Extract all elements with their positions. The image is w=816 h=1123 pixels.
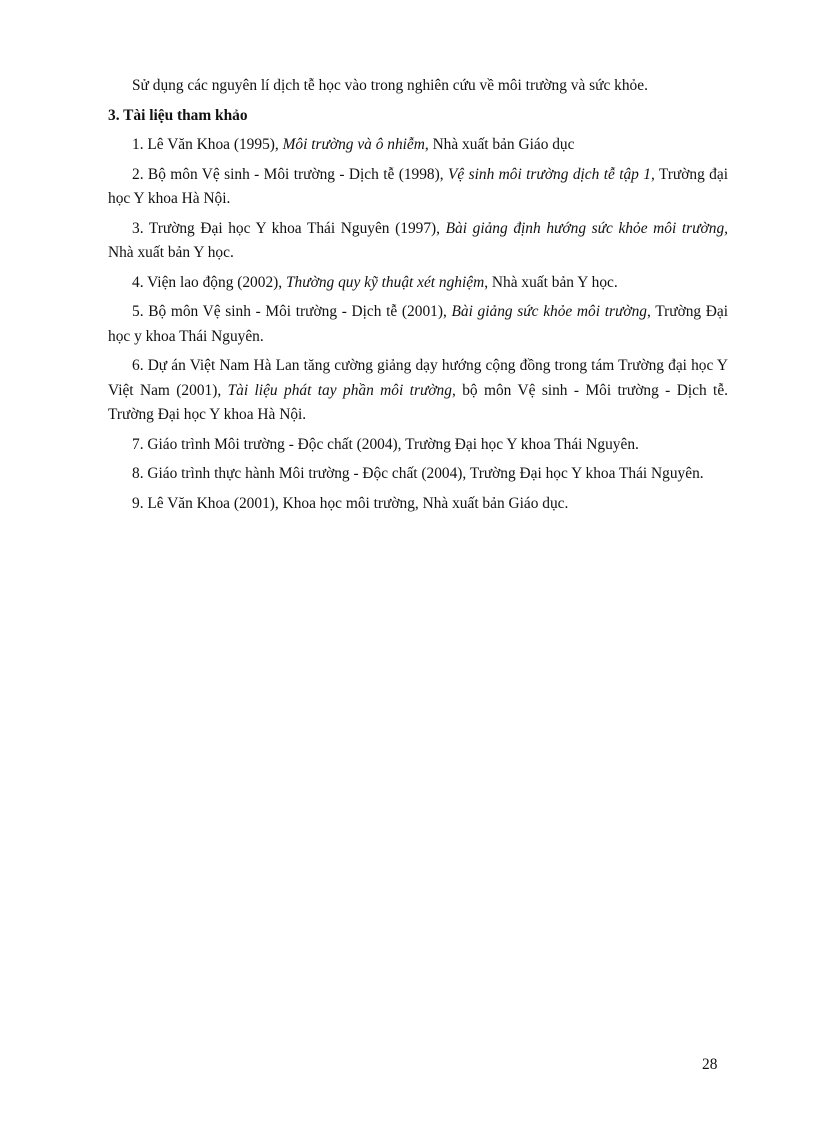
reference-text: , Nhà xuất bản Giáo dục: [424, 136, 575, 153]
reference-title: Bài giảng định hướng sức khỏe môi trường,: [445, 219, 728, 237]
reference-title: Bài giảng sức khỏe môi trường: [451, 303, 647, 320]
reference-text: 6. Dự án Việt Nam Hà Lan tăng cường giảng dạy hướng cộng đồng trong tám Trường đại học Y Việt Nam (2001),: [108, 357, 728, 399]
page-number: 28: [702, 1056, 718, 1073]
section-heading: 3. Tài liệu tham khảo: [108, 106, 248, 124]
reference-title: Thường quy kỹ thuật xét nghiệm: [285, 273, 485, 291]
reference-item-2: [108, 163, 728, 212]
reference-text: 1. Lê Văn Khoa (1995),: [132, 136, 283, 153]
reference-text: , Trường đại học Y khoa Hà Nội.: [108, 165, 728, 207]
reference-text: , Nhà xuất bản Y học.: [484, 273, 618, 291]
reference-item-7: [108, 433, 728, 458]
reference-item-3: [108, 217, 728, 266]
reference-item-9: [108, 492, 728, 517]
reference-title: Vệ sinh môi trường dịch tễ tập 1: [448, 165, 651, 183]
reference-text: 9. Lê Văn Khoa (2001), Khoa học môi trường, Nhà xuất bản Giáo dục.: [132, 494, 569, 512]
reference-text: , Trường Đại học y khoa Thái Nguyên.: [108, 303, 729, 345]
reference-text: 3. Trường Đại học Y khoa Thái Nguyên (1997),: [132, 219, 446, 237]
reference-text: 4. Viện lao động (2002),: [132, 273, 286, 291]
reference-item-1: [108, 133, 728, 158]
reference-list: [108, 133, 728, 516]
reference-item-6: [108, 354, 728, 428]
reference-text: , bộ môn Vệ sinh - Môi trường - Dịch tễ. Trường Đại học Y khoa Hà Nội.: [108, 381, 728, 423]
reference-item-8: [108, 462, 728, 487]
reference-text: 8. Giáo trình thực hành Môi trường - Độc chất (2004), Trường Đại học Y khoa Thái Nguyên.: [132, 465, 704, 482]
reference-text: 7. Giáo trình Môi trường - Độc chất (2004), Trường Đại học Y khoa Thái Nguyên.: [132, 435, 639, 453]
reference-text: 2. Bộ môn Vệ sinh - Môi trường - Dịch tễ (1998),: [132, 165, 448, 183]
reference-title: Môi trường và ô nhiễm: [282, 136, 425, 153]
reference-text: Nhà xuất bản Y học.: [108, 244, 234, 261]
document-body: [108, 74, 728, 521]
reference-item-5: [108, 300, 728, 349]
reference-text: 5. Bộ môn Vệ sinh - Môi trường - Dịch tễ (2001),: [132, 303, 452, 320]
reference-item-4: [108, 271, 728, 296]
intro-paragraph: Sử dụng các nguyên lí dịch tễ học vào trong nghiên cứu về môi trường và sức khỏe.: [132, 77, 648, 94]
reference-title: Tài liệu phát tay phần môi trường: [227, 381, 452, 399]
